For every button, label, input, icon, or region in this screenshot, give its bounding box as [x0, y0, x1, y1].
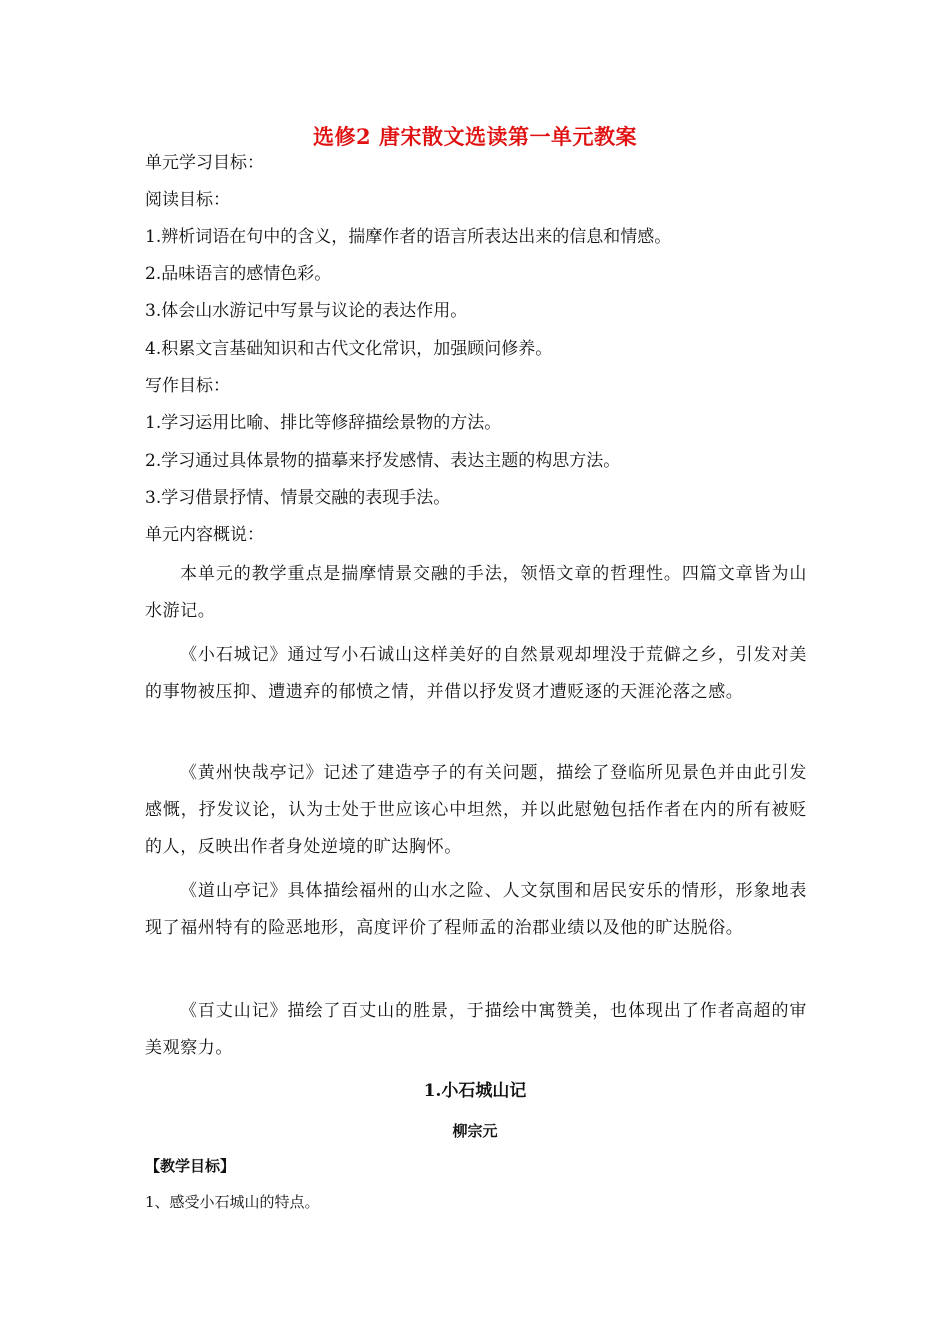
- overview-paragraph: 《小石城记》通过写小石诚山这样美好的自然景观却埋没于荒僻之乡，引发对美的事物被压抑、遭遗弃的郁愤之情，并借以抒发贤才遭贬逐的天涯沦落之感。: [145, 645, 807, 702]
- unit-goals-heading: 单元学习目标：: [145, 153, 264, 173]
- writing-goal-item: 2.学习通过具体景物的描摹来抒发感情、表达主题的构思方法。: [145, 451, 621, 471]
- teaching-goal-item: 1、感受小石城山的特点。: [145, 1193, 320, 1211]
- document-title: 选修2 唐宋散文选读第一单元教案: [313, 124, 637, 149]
- lesson-title: 1.小石城山记: [423, 1081, 527, 1101]
- reading-goal-item: 3.体会山水游记中写景与议论的表达作用。: [145, 301, 468, 321]
- overview-paragraph: 《黄州快哉亭记》记述了建造亭子的有关问题，描绘了登临所见景色并由此引发感慨，抒发议论，认为士处于世应该心中坦然，并以此慰勉包括作者在内的所有被贬的人，反映出作者身处逆境的旷达胸怀。: [145, 763, 807, 857]
- reading-goal-item: 2.品味语言的感情色彩。: [145, 264, 332, 284]
- reading-goal-item: 4.积累文言基础知识和古代文化常识，加强顾问修养。: [145, 339, 553, 359]
- teaching-goals-heading: 【教学目标】: [145, 1157, 236, 1175]
- overview-heading: 单元内容概说：: [145, 525, 264, 545]
- reading-goal-item: 1.辨析词语在句中的含义，揣摩作者的语言所表达出来的信息和情感。: [145, 227, 672, 247]
- lesson-author: 柳宗元: [452, 1122, 498, 1140]
- writing-goal-item: 1.学习运用比喻、排比等修辞描绘景物的方法。: [145, 413, 502, 433]
- overview-paragraph: 本单元的教学重点是揣摩情景交融的手法，领悟文章的哲理性。四篇文章皆为山水游记。: [145, 564, 807, 621]
- overview-paragraph: 《道山亭记》具体描绘福州的山水之险、人文氛围和居民安乐的情形，形象地表现了福州特有的险恶地形，高度评价了程师孟的治郡业绩以及他的旷达脱俗。: [145, 881, 807, 938]
- overview-paragraph: 《百丈山记》描绘了百丈山的胜景，于描绘中寓赞美，也体现出了作者高超的审美观察力。: [145, 1001, 807, 1058]
- reading-goals-heading: 阅读目标：: [145, 190, 230, 210]
- writing-goal-item: 3.学习借景抒情、情景交融的表现手法。: [145, 488, 451, 508]
- writing-goals-heading: 写作目标：: [145, 376, 230, 396]
